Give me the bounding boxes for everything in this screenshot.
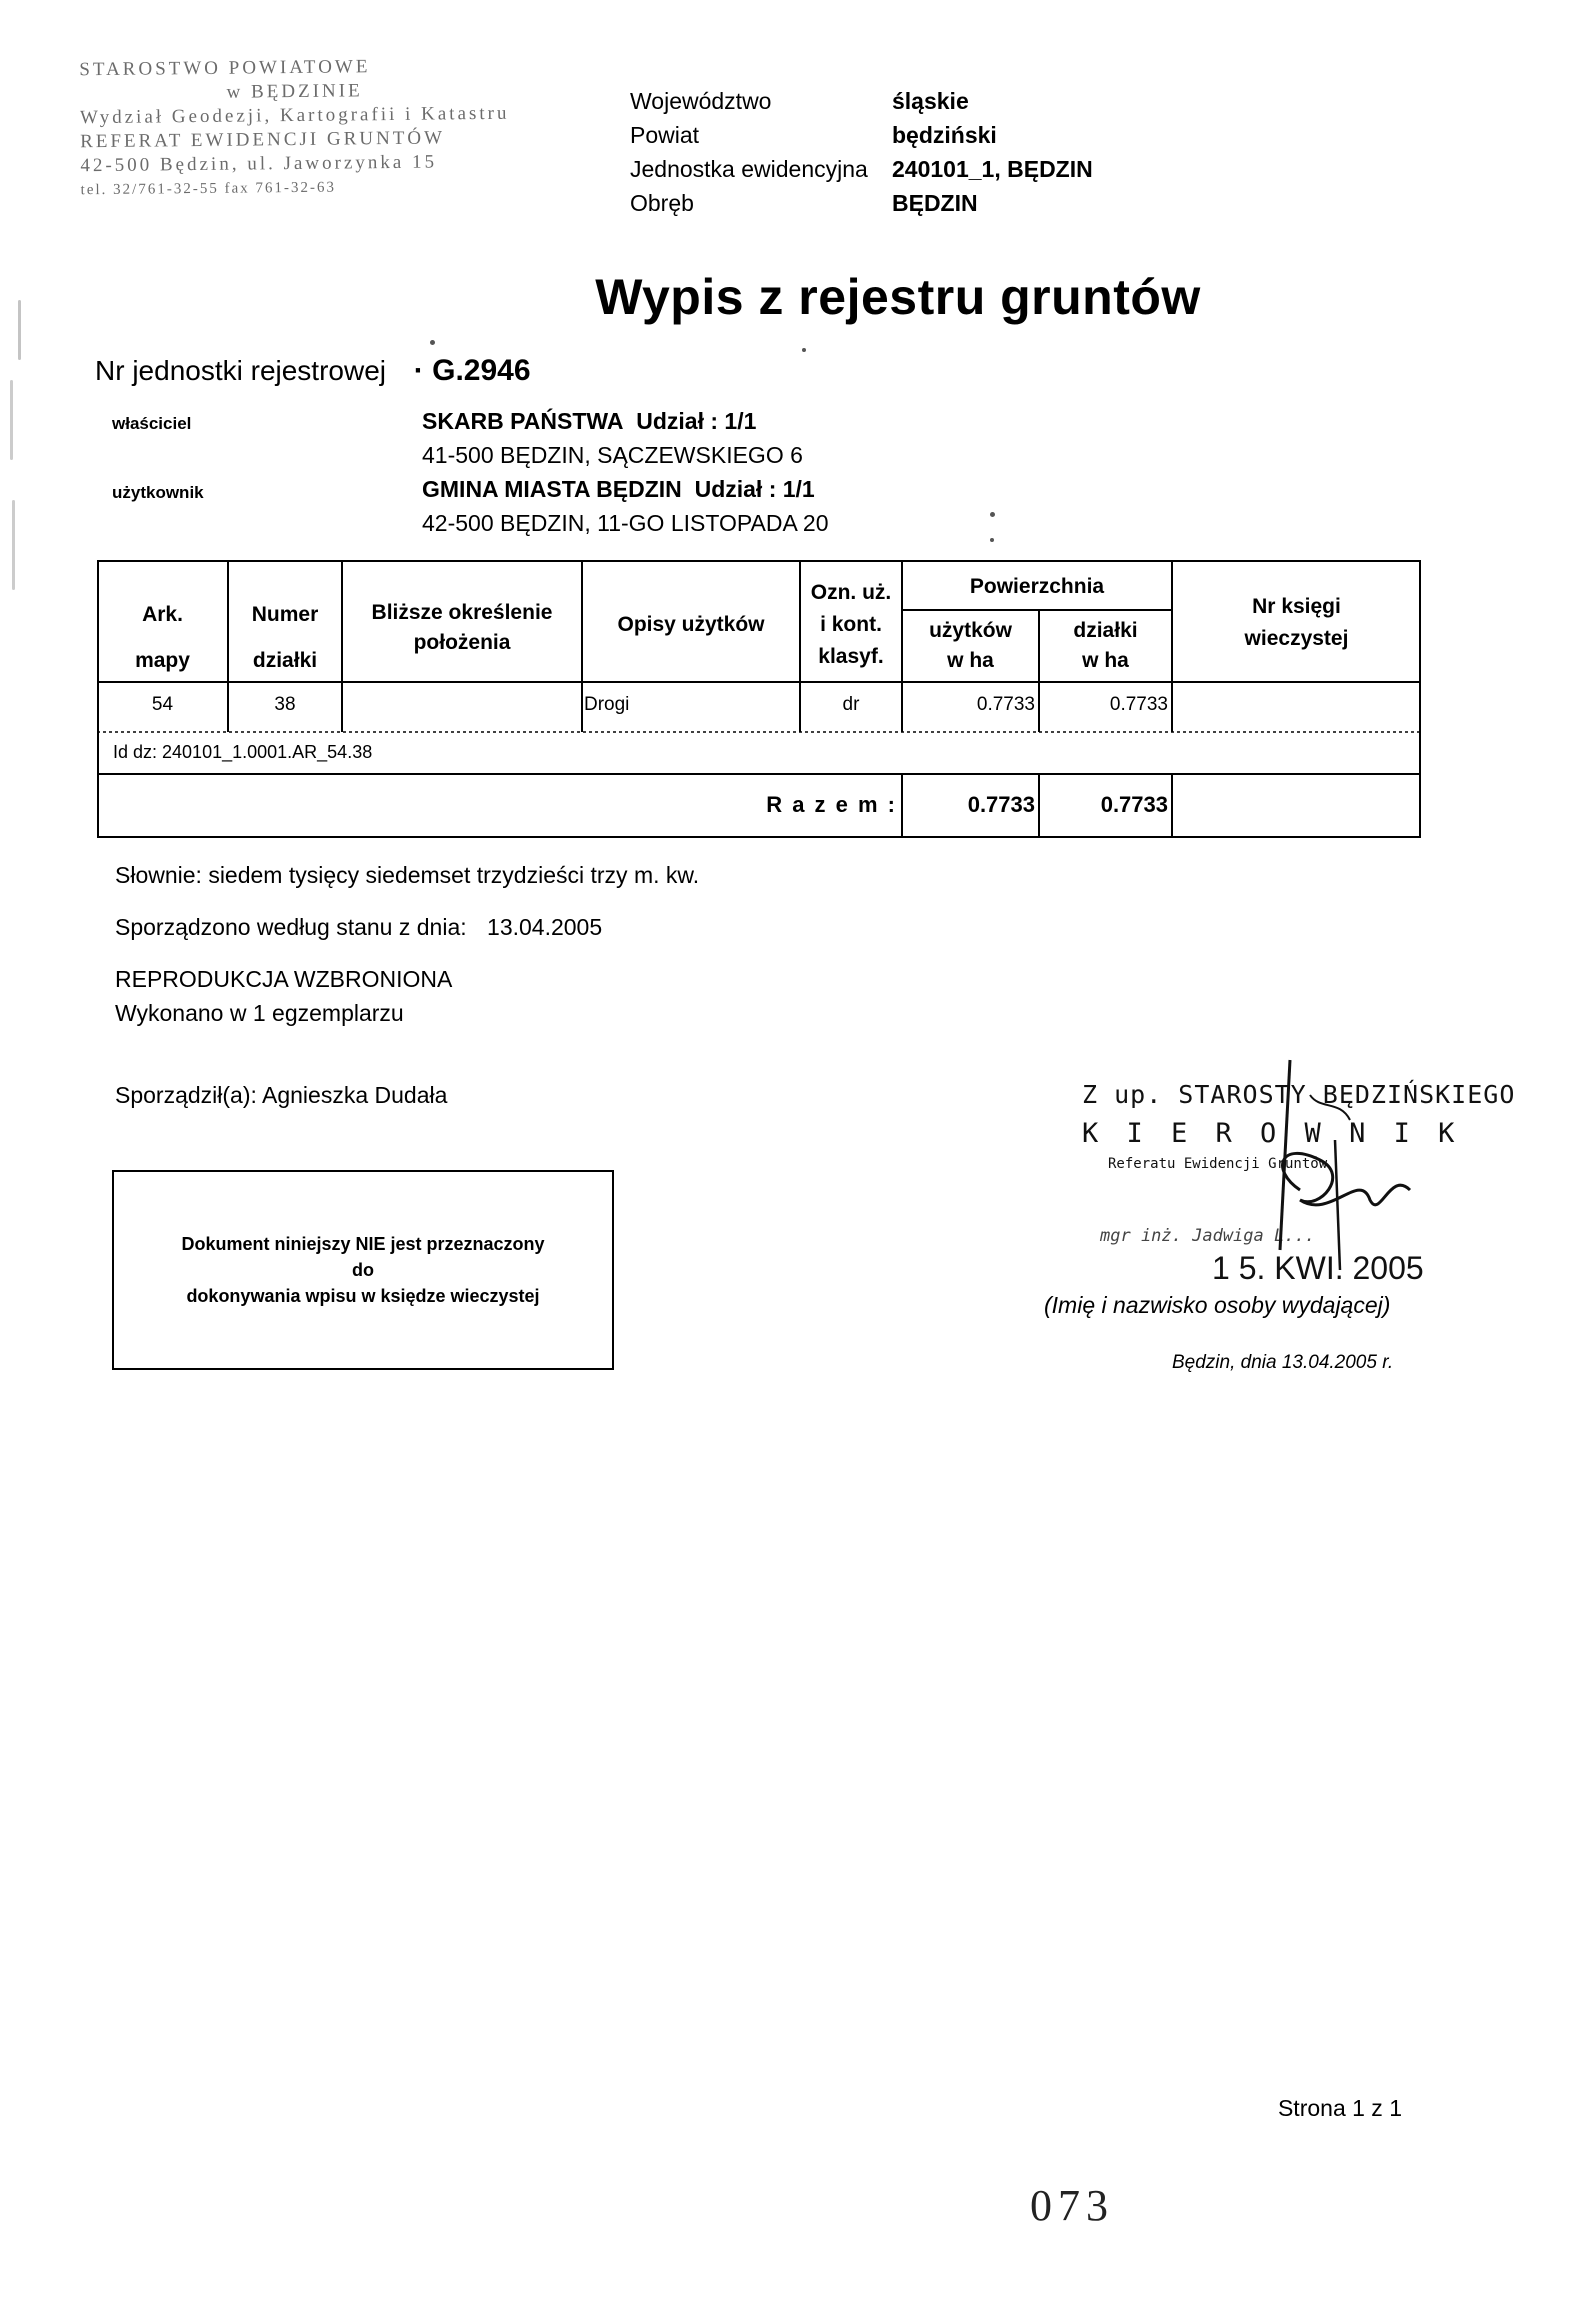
stamp-line: REFERAT EWIDENCJI GRUNTÓW: [80, 127, 446, 153]
td-pow-uzytkow: 0.7733: [976, 694, 1035, 715]
total-uzytkow: 0.7733: [967, 792, 1035, 817]
header-row-wojewodztwo: [630, 84, 1093, 118]
header-label: Obręb: [630, 190, 694, 216]
registry-unit-label: Nr jednostki rejestrowej: [95, 355, 386, 386]
th-ozn-2: i kont.: [820, 613, 882, 636]
owner-name: SKARB PAŃSTWA: [422, 408, 624, 434]
scan-speck: [18, 300, 21, 360]
th-ksiega-wieczystej: wieczystej: [1244, 627, 1349, 650]
stamp-line: 42-500 Będzin, ul. Jaworzynka 15: [80, 151, 438, 177]
office-stamp: [79, 54, 510, 202]
user-name: GMINA MIASTA BĘDZIN: [422, 476, 682, 502]
header-label: Powiat: [630, 122, 700, 148]
header-row-obreb: [630, 186, 1093, 220]
scan-speck: [990, 538, 994, 542]
user-address: 42-500 BĘDZIN, 11-GO LISTOPADA 20: [422, 510, 829, 536]
header-row-jednostka: [630, 152, 1093, 186]
notice-line: dokonywania wpisu w księdze wieczystej: [186, 1286, 540, 1306]
signature-scribble: [1240, 1050, 1440, 1280]
owner-block: [422, 404, 803, 472]
parcel-id: Id dz: 240101_1.0001.AR_54.38: [113, 742, 373, 762]
td-ark: 54: [151, 694, 174, 715]
total-label: R a z e m :: [766, 792, 897, 817]
header-value: 240101_1, BĘDZIN: [892, 156, 1093, 182]
copies-notice: Wykonano w 1 egzemplarzu: [115, 1000, 404, 1026]
issuer-caption: (Imię i nazwisko osoby wydającej): [1044, 1292, 1391, 1318]
stamp-line: STAROSTWO POWIATOWE: [79, 56, 371, 81]
scan-speck: [12, 500, 15, 590]
user-share: Udział : 1/1: [694, 476, 815, 502]
signature-stamp-line2: K I E R O W N I K: [1082, 1118, 1461, 1149]
user-role: użytkownik: [112, 483, 204, 502]
document-title: Wypis z rejestru gruntów: [595, 269, 1201, 325]
td-opis: Drogi: [584, 694, 630, 715]
header-info: [630, 84, 1093, 220]
reproduction-notice: REPRODUKCJA WZBRONIONA: [115, 966, 453, 992]
scan-speck: [990, 512, 995, 517]
header-value: śląskie: [892, 88, 969, 114]
td-pow-dzialki: 0.7733: [1109, 694, 1168, 715]
header-value: BĘDZIN: [892, 190, 978, 216]
scan-speck: [802, 348, 806, 352]
parcel-table: [97, 560, 1421, 838]
land-register-notice: [112, 1170, 614, 1370]
date-stamp: 1 5. KWI. 2005: [1212, 1250, 1424, 1286]
td-ozn: dr: [842, 694, 860, 715]
state-date-label: Sporządzono według stanu z dnia:: [115, 914, 467, 940]
th-numer-dzialki: działki: [252, 649, 318, 672]
owner-role: właściciel: [112, 414, 192, 433]
registry-unit-value: · G.2946: [413, 354, 531, 387]
stamp-line: w BĘDZINIE: [226, 80, 363, 103]
signature-stamp-line1: Z up. STAROSTY BĘDZIŃSKIEGO: [1082, 1080, 1516, 1109]
signature-stamp-line4: mgr inż. Jadwiga L...: [1100, 1226, 1315, 1246]
th-ark-mapy: mapy: [135, 649, 190, 672]
prepared-by: Sporządził(a): Agnieszka Dudała: [115, 1082, 448, 1108]
area-in-words: Słownie: siedem tysięcy siedemset trzydzieści trzy m. kw.: [115, 862, 700, 888]
header-value: będziński: [892, 122, 997, 148]
th-blizsze: Bliższe określenie: [371, 601, 553, 624]
th-ark: Ark.: [142, 603, 183, 626]
th-powierzchnia: Powierzchnia: [969, 575, 1105, 598]
th-uzytkow: użytków: [929, 619, 1012, 642]
user-block: [422, 472, 829, 540]
archive-number: 073: [1030, 2181, 1114, 2230]
owner-share: Udział : 1/1: [636, 408, 757, 434]
th-opisy: Opisy użytków: [617, 613, 765, 636]
registry-unit: [95, 354, 531, 388]
scan-speck: [430, 340, 435, 345]
th-dzialki-wha: w ha: [1082, 649, 1129, 672]
state-date-value: 13.04.2005: [487, 914, 603, 940]
scan-speck: [10, 380, 13, 460]
th-dzialki: działki: [1073, 619, 1138, 642]
state-date: [115, 914, 602, 941]
th-uzytkow-wha: w ha: [947, 649, 994, 672]
td-numer: 38: [274, 694, 296, 715]
signature-stamp-line3: Referatu Ewidencji Gruntów: [1108, 1156, 1328, 1172]
place-date: Będzin, dnia 13.04.2005 r.: [1172, 1352, 1394, 1373]
notice-line: do: [352, 1260, 374, 1280]
page-number: Strona 1 z 1: [1277, 2095, 1402, 2121]
th-ksiega: Nr księgi: [1252, 595, 1341, 618]
stamp-line: tel. 32/761-32-55 fax 761-32-63: [80, 179, 337, 199]
owner-address: 41-500 BĘDZIN, SĄCZEWSKIEGO 6: [422, 442, 803, 468]
th-ozn-3: klasyf.: [818, 645, 884, 668]
notice-line: Dokument niniejszy NIE jest przeznaczony: [181, 1234, 545, 1254]
total-dzialki: 0.7733: [1100, 792, 1168, 817]
th-ozn-1: Ozn. uż.: [810, 581, 892, 604]
stamp-line: Wydział Geodezji, Kartografii i Katastru: [79, 102, 510, 129]
header-row-powiat: [630, 118, 1093, 152]
th-blizsze-polozenia: położenia: [413, 631, 511, 654]
header-label: Jednostka ewidencyjna: [630, 156, 868, 182]
th-numer: Numer: [251, 603, 319, 626]
header-label: Województwo: [630, 88, 772, 114]
